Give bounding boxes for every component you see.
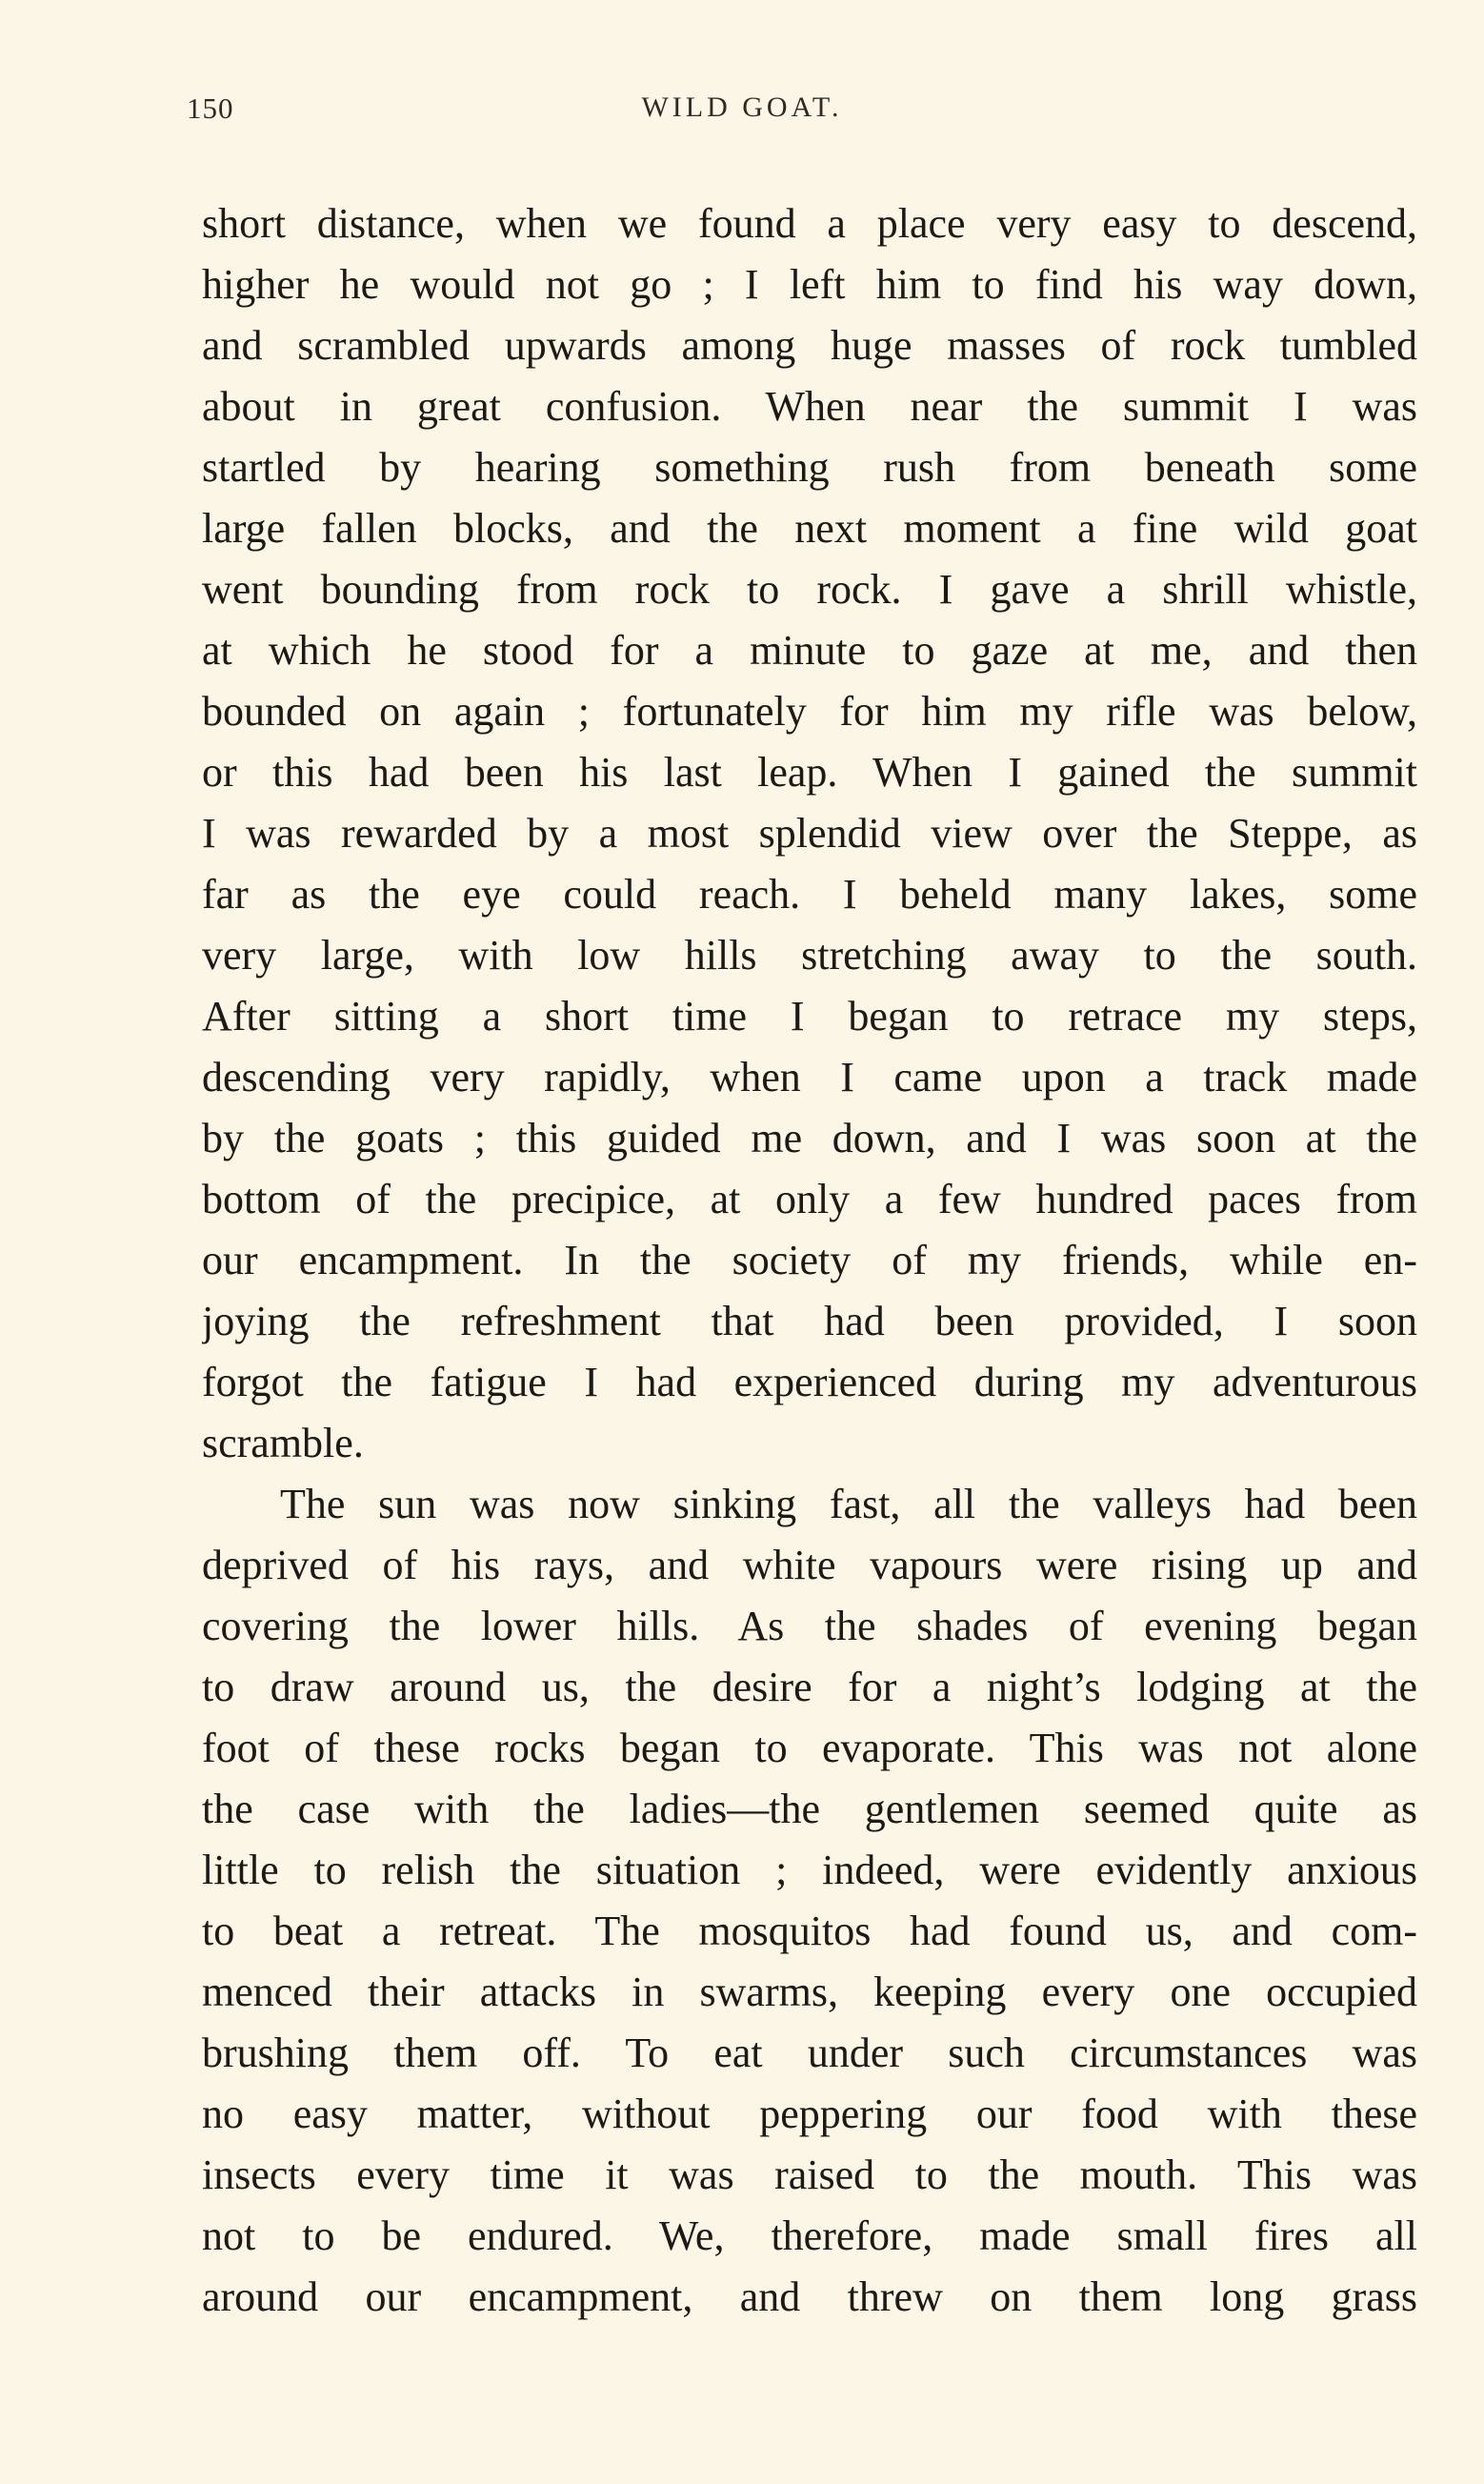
text-line: I was rewarded by a most splendid view over the Steppe, as: [202, 810, 1417, 857]
text-line: around our encampment, and threw on them long grass: [202, 2273, 1417, 2320]
text-line: joying the refreshment that had been provided, I soon: [202, 1298, 1417, 1344]
paragraph-last-line: scramble.: [202, 1420, 364, 1466]
text-line: large fallen blocks, and the next moment a fine wild goat: [202, 505, 1417, 552]
text-line: at which he stood for a minute to gaze at me, and then: [202, 627, 1417, 674]
text-line: or this had been his last leap. When I gained the summit: [202, 749, 1417, 796]
text-line: insects every time it was raised to the mouth. This was: [202, 2151, 1417, 2198]
text-line: After sitting a short time I began to retrace my steps,: [202, 993, 1417, 1040]
text-line: to draw around us, the desire for a night’s lodging at the: [202, 1664, 1417, 1710]
text-line: bounded on again ; fortunately for him my rifle was below,: [202, 688, 1417, 735]
running-title: WILD GOAT.: [641, 91, 843, 123]
text-line: not to be endured. We, therefore, made small fires all: [202, 2212, 1417, 2259]
text-line: startled by hearing something rush from beneath some: [202, 444, 1417, 491]
text-line: higher he would not go ; I left him to find his way down,: [202, 261, 1417, 308]
text-line: the case with the ladies—the gentlemen seemed quite as: [202, 1786, 1417, 1832]
text-line: went bounding from rock to rock. I gave a shrill whistle,: [202, 566, 1417, 613]
body-text: [202, 193, 1417, 2328]
text-line: bottom of the precipice, at only a few hundred paces from: [202, 1176, 1417, 1222]
text-line: brushing them off. To eat under such circumstances was: [202, 2030, 1417, 2076]
text-line: descending very rapidly, when I came upon a track made: [202, 1054, 1417, 1101]
text-line: our encampment. In the society of my friends, while en-: [202, 1237, 1417, 1283]
text-line: little to relish the situation ; indeed, were evidently anxious: [202, 1847, 1417, 1893]
text-line: foot of these rocks began to evaporate. This was not alone: [202, 1725, 1417, 1771]
text-line: to beat a retreat. The mosquitos had found us, and com-: [202, 1908, 1417, 1954]
text-line: short distance, when we found a place very easy to descend,: [202, 200, 1417, 247]
text-line: no easy matter, without peppering our food with these: [202, 2090, 1417, 2137]
paragraph-first-line: The sun was now sinking fast, all the valleys had been: [280, 1481, 1417, 1527]
page-header: [0, 91, 1484, 149]
text-line: covering the lower hills. As the shades of evening began: [202, 1603, 1417, 1649]
text-line: menced their attacks in swarms, keeping every one occupied: [202, 1969, 1417, 2015]
text-line: very large, with low hills stretching away to the south.: [202, 932, 1417, 979]
page-number: 150: [187, 91, 234, 125]
text-line: far as the eye could reach. I beheld many lakes, some: [202, 871, 1417, 918]
text-line: and scrambled upwards among huge masses of rock tumbled: [202, 322, 1417, 369]
text-line: by the goats ; this guided me down, and I was soon at the: [202, 1115, 1417, 1161]
text-line: deprived of his rays, and white vapours were rising up and: [202, 1542, 1417, 1588]
text-line: forgot the fatigue I had experienced during my adventurous: [202, 1359, 1417, 1405]
text-line: about in great confusion. When near the summit I was: [202, 383, 1417, 430]
